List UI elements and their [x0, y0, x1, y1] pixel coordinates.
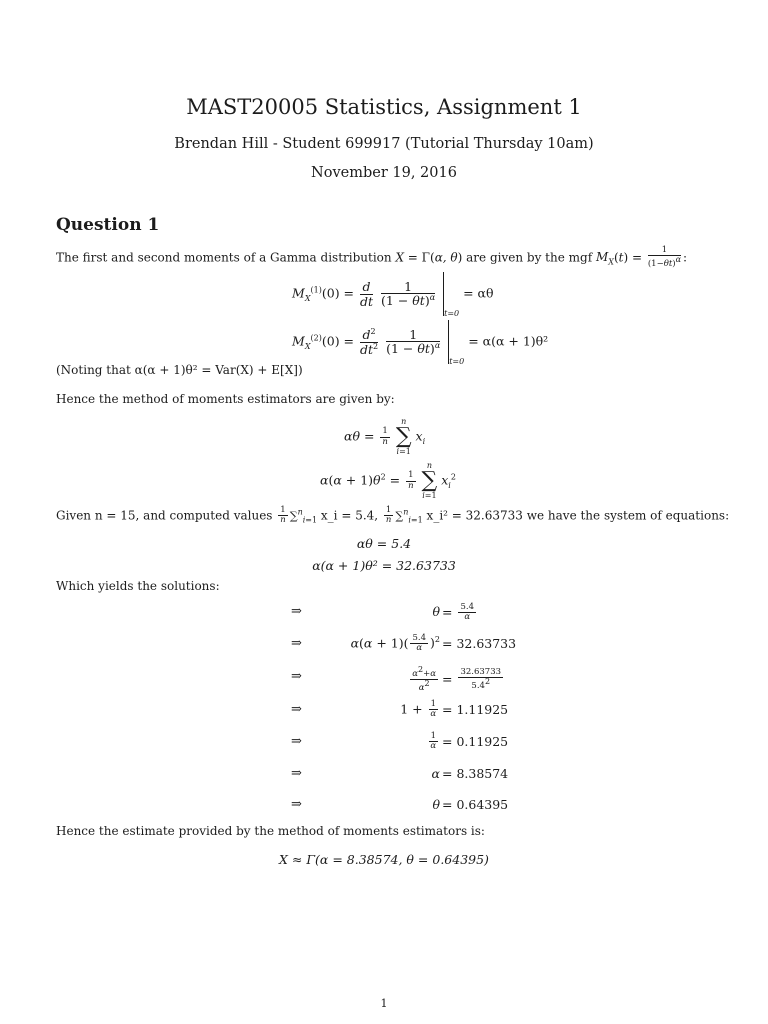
page-number: 1: [380, 997, 388, 1010]
step6-lhs: α: [431, 766, 440, 781]
step1-rhs: = $\frac{5.4}{\alpha}$: [442, 602, 474, 623]
step3-lhs: $\frac{\alpha^2+\alpha}{\alpha^2}$: [412, 665, 436, 693]
document-title: MAST20005 Statistics, Assignment 1: [186, 95, 582, 119]
implies-arrow: ⇒: [291, 702, 302, 717]
step2-lhs: α(α + 1)( $\frac{5.4}{\alpha}$ )$^2$: [350, 633, 440, 654]
implies-arrow: ⇒: [291, 604, 302, 619]
final-estimate: X ≈ Γ(α = 8.38574, θ = 0.64395): [279, 852, 489, 867]
moment2-result: = α(α + 1)θ²: [468, 333, 549, 349]
step5-rhs: = 0.11925: [442, 734, 509, 749]
step4-lhs: 1 + $\frac{1}{\alpha}$: [400, 699, 437, 720]
step2-rhs: = 32.63733: [442, 636, 517, 651]
implies-arrow: ⇒: [291, 766, 302, 781]
step7-rhs: = 0.64395: [442, 797, 509, 812]
step4-rhs: = 1.11925: [442, 702, 509, 717]
estimator2-equation: $\alpha(\alpha + 1)\theta^2$ = $\frac{1}{n}$ n ∑ i=1 $x_i^2$: [320, 461, 456, 500]
note-paragraph: (Noting that α(α + 1)θ² = Var(X) + E[X]): [56, 363, 303, 377]
system-equation-2: α(α + 1)θ² = 32.63733: [312, 558, 456, 573]
author-line: Brendan Hill - Student 699917 (Tutorial Thursday 10am): [174, 136, 594, 152]
section-heading: Question 1: [56, 215, 160, 235]
implies-arrow: ⇒: [291, 636, 302, 651]
moment1-result: = αθ: [463, 285, 494, 301]
moment2-equation: $M_X^{(2)}(0)$ = $\frac{d^2}{dt^2}$ $\frac{1}{(1 - \theta t)^\alpha}$ $_{t=0}$ = α(α + 1)θ²: [292, 320, 548, 364]
given-paragraph: Given n = 15, and computed values $\frac{1}{n}$ ∑$^n_{i=1}$ x_i = 5.4, $\frac{1}{n}$ ∑$^n_{i=1}$ x_i² = 32.63733 we have the system of equations:: [56, 505, 730, 526]
step7-lhs: θ: [432, 797, 440, 812]
implies-arrow: ⇒: [291, 797, 302, 812]
implies-arrow: ⇒: [291, 734, 302, 749]
step1-lhs: θ: [432, 604, 440, 619]
system-equation-1: αθ = 5.4: [356, 536, 412, 551]
estimators-intro: Hence the method of moments estimators are given by:: [56, 392, 395, 406]
moment1-equation: $M_X^{(1)}(0)$ = $\frac{d}{dt}$ $\frac{1}{(1 - \theta t)^\alpha}$ $_{t=0}$ = αθ: [292, 272, 494, 316]
intro-paragraph: The first and second moments of a Gamma distribution X = Γ(α, θ) are given by the mgf $M_X(t)$ = $\frac{1}{(1-\theta t)^\alpha}$ :: [56, 245, 688, 270]
yields-paragraph: Which yields the solutions:: [56, 579, 220, 593]
step5-lhs: $\frac{1}{\alpha}$: [430, 731, 437, 752]
estimator1-equation: αθ = $\frac{1}{n}$ n ∑ i=1 $x_i$: [344, 417, 426, 456]
implies-arrow: ⇒: [291, 669, 302, 684]
step6-rhs: = 8.38574: [442, 766, 509, 781]
conclusion-paragraph: Hence the estimate provided by the method of moments estimators is:: [56, 824, 485, 838]
step3-rhs: = $\frac{32.63733}{5.4^2}$: [442, 667, 502, 692]
date-line: November 19, 2016: [311, 165, 457, 181]
